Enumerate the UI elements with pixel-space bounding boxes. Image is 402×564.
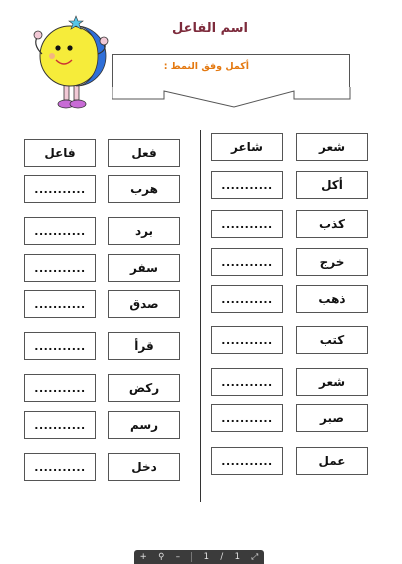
right-verb-cell: أكل bbox=[296, 171, 368, 199]
right-verb-cell: كذب bbox=[296, 210, 368, 238]
left-answer-blank[interactable]: ........... bbox=[24, 217, 96, 245]
left-answer-blank[interactable]: ........... bbox=[24, 332, 96, 360]
right-verb-cell: خرج bbox=[296, 248, 368, 276]
page-total: 1 bbox=[234, 552, 241, 562]
right-answer-blank[interactable]: ........... bbox=[211, 368, 283, 396]
right-verb-cell: كتب bbox=[296, 326, 368, 354]
page-separator: / bbox=[220, 552, 224, 562]
column-divider bbox=[200, 130, 201, 502]
zoom-out-button[interactable]: – bbox=[175, 552, 180, 562]
pdf-viewer-toolbar bbox=[134, 550, 264, 564]
left-answer-blank[interactable]: ........... bbox=[24, 411, 96, 439]
instruction-text: أكمل وفق النمط : bbox=[163, 61, 249, 72]
right-answer-blank[interactable]: ........... bbox=[211, 326, 283, 354]
right-answer-blank[interactable]: ........... bbox=[211, 171, 283, 199]
left-verb-cell: ركض bbox=[108, 374, 180, 402]
left-header-agent: فاعل bbox=[24, 139, 96, 167]
right-answer-blank[interactable]: ........... bbox=[211, 285, 283, 313]
right-answer-blank[interactable]: ........... bbox=[211, 404, 283, 432]
left-verb-cell: سفر bbox=[108, 254, 180, 282]
right-verb-cell: صبر bbox=[296, 404, 368, 432]
left-verb-cell: رسم bbox=[108, 411, 180, 439]
down-arrow-icon bbox=[112, 87, 352, 109]
right-verb-cell: ذهب bbox=[296, 285, 368, 313]
left-verb-cell: دخل bbox=[108, 453, 180, 481]
right-header-agent: شاعر bbox=[211, 133, 283, 161]
zoom-reset-icon[interactable]: ⚲ bbox=[158, 552, 165, 562]
right-answer-blank[interactable]: ........... bbox=[211, 210, 283, 238]
right-verb-cell: شعر bbox=[296, 368, 368, 396]
right-answer-blank[interactable]: ........... bbox=[211, 248, 283, 276]
right-header-verb: شعر bbox=[296, 133, 368, 161]
left-answer-blank[interactable]: ........... bbox=[24, 374, 96, 402]
left-header-verb: فعل bbox=[108, 139, 180, 167]
toolbar-separator bbox=[191, 552, 192, 562]
left-verb-cell: قرأ bbox=[108, 332, 180, 360]
left-answer-blank[interactable]: ........... bbox=[24, 290, 96, 318]
left-answer-blank[interactable]: ........... bbox=[24, 175, 96, 203]
left-answer-blank[interactable]: ........... bbox=[24, 254, 96, 282]
moon-mascot-illustration bbox=[30, 14, 110, 114]
worksheet-title: اسم الفاعل bbox=[171, 21, 249, 36]
left-verb-cell: برد bbox=[108, 217, 180, 245]
instruction-box bbox=[112, 54, 350, 88]
left-verb-cell: هرب bbox=[108, 175, 180, 203]
left-answer-blank[interactable]: ........... bbox=[24, 453, 96, 481]
page-current[interactable]: 1 bbox=[203, 552, 210, 562]
left-verb-cell: صدق bbox=[108, 290, 180, 318]
right-verb-cell: عمل bbox=[296, 447, 368, 475]
right-answer-blank[interactable]: ........... bbox=[211, 447, 283, 475]
zoom-in-button[interactable]: + bbox=[139, 552, 147, 562]
fit-page-icon[interactable]: ⤢ bbox=[251, 552, 259, 562]
